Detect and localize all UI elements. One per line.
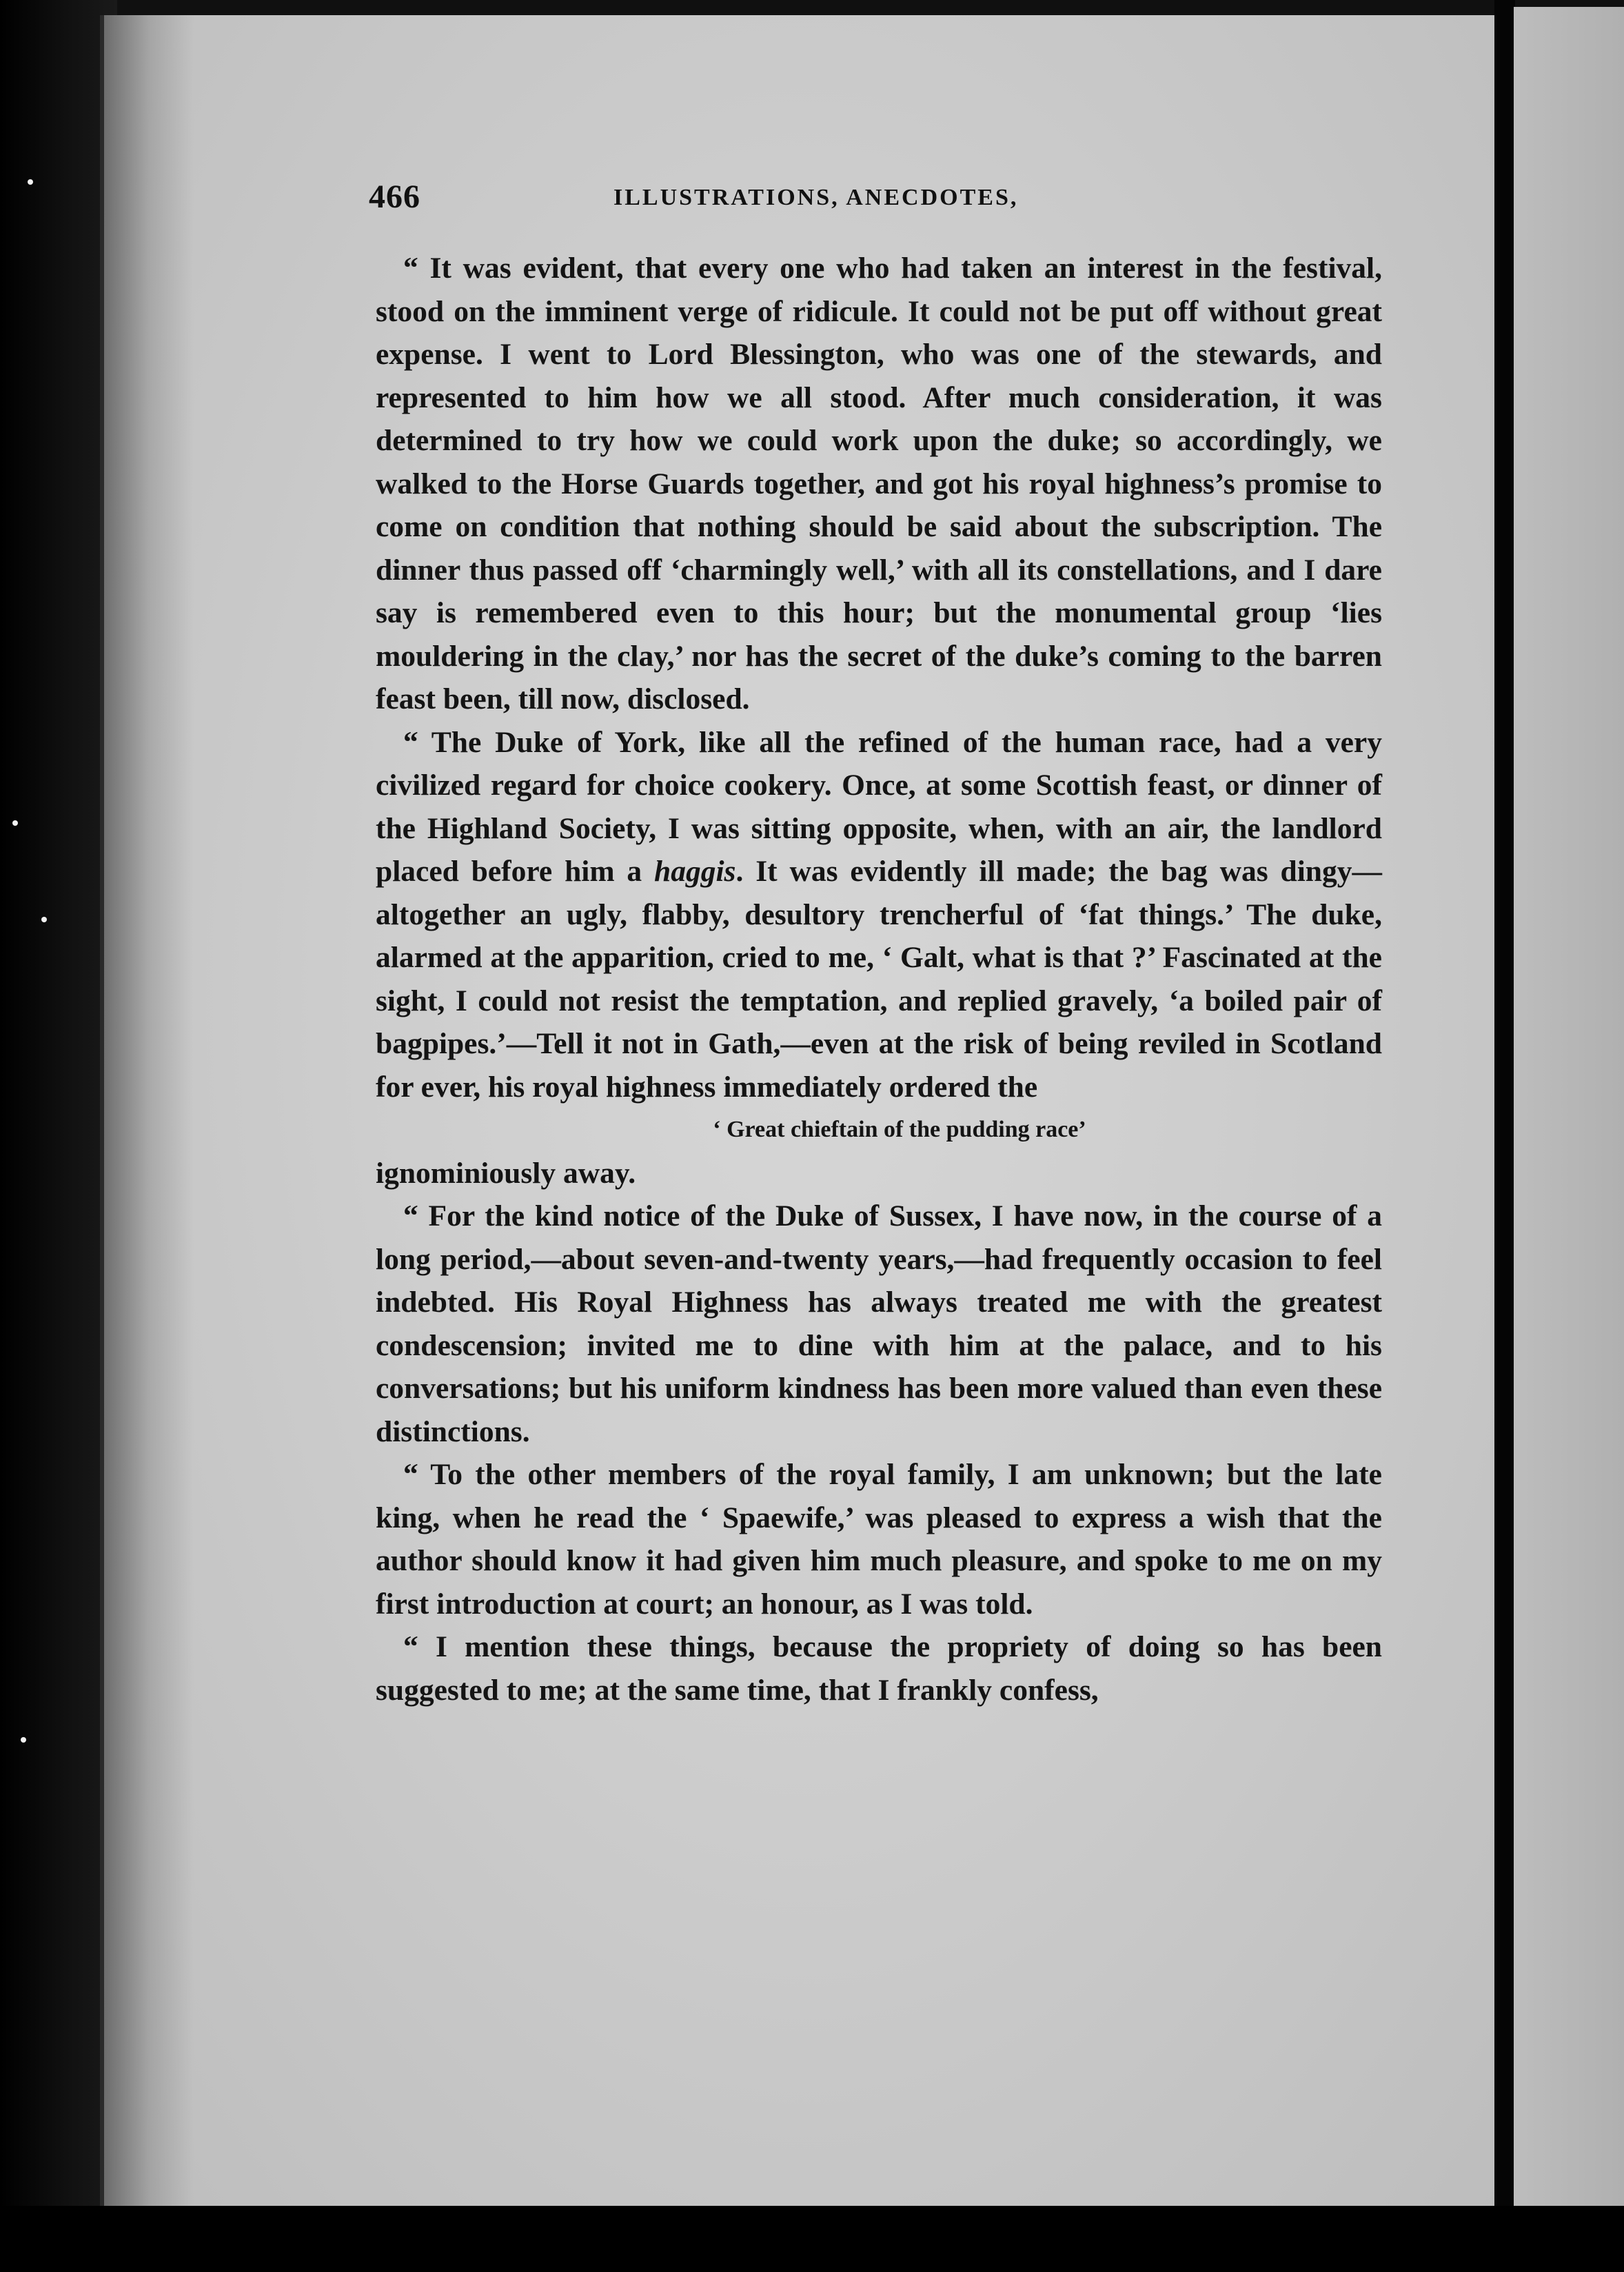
scan-speck: [41, 917, 47, 922]
haggis-italic: haggis: [654, 855, 736, 888]
paragraph-duke-of-york: [376, 721, 1382, 1109]
paragraph-continuation: ignominiously away.: [376, 1156, 636, 1190]
scan-speck: [12, 820, 18, 826]
gutter-shadow: [104, 15, 194, 2207]
running-head: [369, 178, 1410, 226]
scan-speck: [28, 179, 33, 185]
binding-gap: [1494, 0, 1515, 2272]
page-number: 466: [369, 179, 420, 215]
body-text: [376, 247, 1382, 1712]
paragraph-duke-of-sussex: “ For the kind notice of the Duke of Sussex, I have now, in the course of a long period,—about seven-and-twenty years,—had frequently occasion to feel indebted. His Royal Highness has always treated me with the greatest condescension; invited me to dine with him at the palace, and to his conversations; but his uniform kindness has been more valued than even these distinctions.: [376, 1199, 1382, 1448]
running-head-title: ILLUSTRATIONS, ANECDOTES,: [613, 185, 1019, 210]
paragraph-duke-of-york-end: . It was evidently ill made; the bag was dingy—altogether an ugly, flabby, desultory trencherful of ‘fat things.’ The duke, alarmed at the apparition, cried to me, ‘ Galt, what is that ?’ Fascinated at the sight, I could not resist the temptation, and replied gravely, ‘a boiled pair of bagpipes.’—Tell it not in Gath,—even at the risk of being reviled in Scotland for ever, his royal highness immediately ordered the: [376, 855, 1383, 1104]
paragraph-royal-family: “ To the other members of the royal family, I am unknown; but the late king, when he read the ‘ Spaewife,’ was pleased to express a wish that the author should know it had given him much pleasure, and spoke to me on my first introduction at court; an honour, as I was told.: [376, 1458, 1382, 1621]
scan-top-border: [0, 0, 1624, 15]
verse-quotation: ‘ Great chieftain of the pudding race’: [713, 1117, 1086, 1142]
paragraph-festival: “ It was evident, that every one who had taken an interest in the festival, stood on the imminent verge of ridicule. It could not be put off without great expense. I went to Lord Blessington, who was one of the stewards, and represented to him how we all stood. After much consideration, it was determined to try how we could work upon the duke; so accordingly, we walked to the Horse Guards together, and got his royal highness’s promise to come on condition that nothing should be said about the subscription. The dinner thus passed off ‘charmingly well,’ with all its constellations, and I dare say is remembered even to this hour; but the monumental group ‘lies mouldering in the clay,’ nor has the secret of the duke’s coming to the barren feast been, till now, disclosed.: [376, 252, 1382, 716]
facing-page-edge: [1514, 7, 1624, 2220]
paragraph-duke-of-york-start: “ The Duke of York, like all the refined of the human race, had a very civilized regard for choice cookery. Once, at some Scottish feast, or dinner of the Highland Society, I was sitting opposite, when, with an air, the landlord placed before him a: [376, 725, 1382, 888]
paragraph-mention: “ I mention these things, because the propriety of doing so has been suggested to me; at the same time, that I frankly confess,: [376, 1630, 1382, 1707]
scan-speck: [21, 1737, 26, 1743]
scan-bottom-border: [0, 2206, 1624, 2272]
